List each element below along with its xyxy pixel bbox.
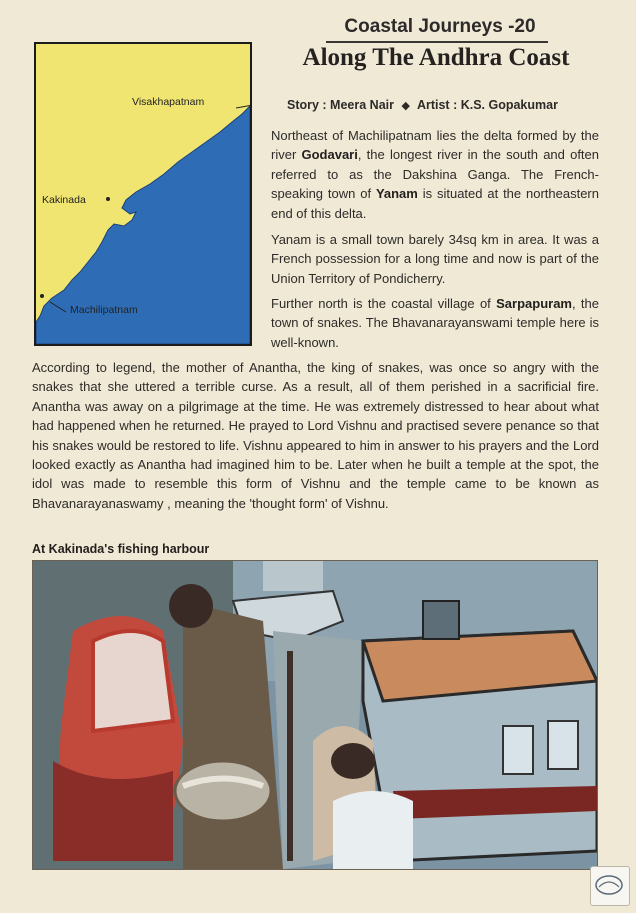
series-title-underline: [326, 41, 548, 43]
fishing-harbour-illustration: [32, 560, 598, 870]
harbour-painting: [33, 561, 597, 869]
artist-credit: Artist : K.S. Gopakumar: [416, 98, 558, 112]
series-title: Coastal Journeys -20: [344, 16, 536, 37]
text-span: Northeast of Machilipatnam lies the delta formed by the river: [271, 128, 599, 163]
story-credit: Story : Meera Nair: [287, 98, 394, 112]
paragraph-yanam: Yanam is a small town barely 34sq km in area. It was a French possession for a long time and now is part of the Union Territory of Pondicherry.: [271, 232, 599, 286]
publisher-logo-icon: [590, 866, 630, 906]
text-span: , the longest river in the south and often referred to as the Dakshina Ganga. The French-speaking town of: [271, 147, 600, 202]
text-span: Further north is the coastal village of: [271, 296, 497, 311]
andhra-coast-map: [34, 42, 252, 346]
text-span: is situated at the northeastern end of this delta.: [271, 186, 599, 221]
paragraph-godavari: [271, 126, 599, 223]
map-label-kakinada: Kakinada: [42, 194, 86, 206]
bold-sarpapuram: Sarpapuram: [496, 296, 572, 311]
map-label-visakhapatnam: Visakhapatnam: [132, 96, 205, 108]
illustration-caption: At Kakinada's fishing harbour: [32, 542, 210, 556]
text-span: , the town of snakes. The Bhavanarayanswami temple here is well-known.: [271, 296, 600, 350]
credits-line: [287, 98, 587, 112]
bold-godavari: Godavari: [301, 147, 358, 163]
paragraph-sarpapuram: [271, 294, 599, 352]
map-label-machilipatnam: Machilipatnam: [70, 304, 138, 316]
page-title: Along The Andhra Coast: [302, 44, 570, 71]
diamond-icon: ◆: [401, 100, 410, 112]
paragraph-legend: According to legend, the mother of Anantha, the king of snakes, was once so angry with the snakes that she uttered a terrible curse. As a result, all of them perished in a sacrificial fire. Anantha was away on a pilgrimage at the time. He was extremely distressed to hear about what had happened when he returned. He prayed to Lord Vishnu and practised severe penance so that his snakes would be restored to life. Vishnu appeared to him in answer to his prayers and the Lord looked exactly as Anantha had imagined him to be. Later when he built a temple at the spot, the idol was made to resemble this form of Vishnu and the temple came to be known as Bhavanarayanaswamy , meaning the 'thought form' of Vishnu.: [32, 360, 599, 511]
bold-yanam: Yanam: [375, 186, 418, 202]
